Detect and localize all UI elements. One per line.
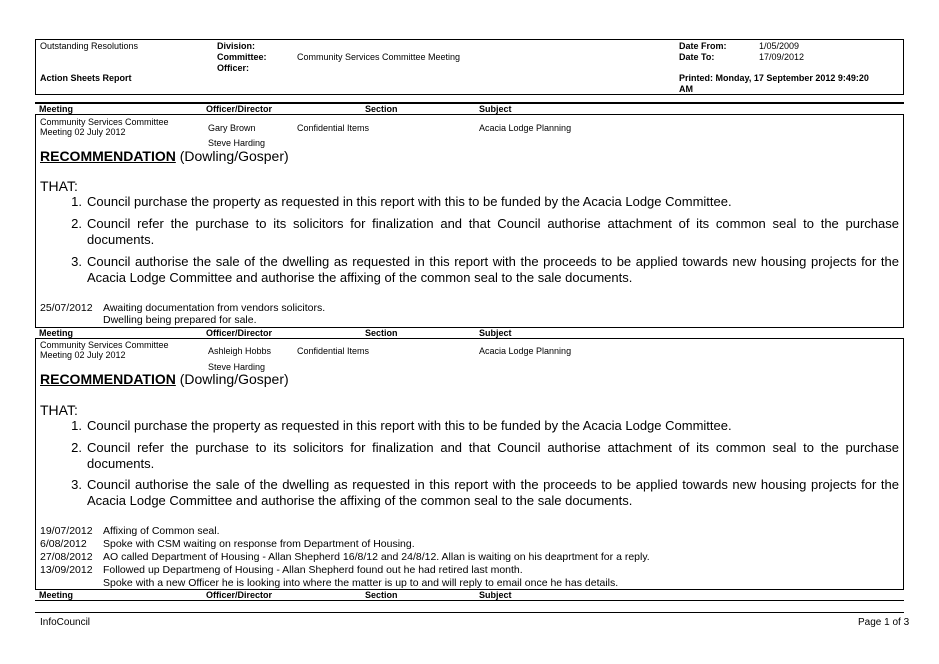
action-note: AO called Department of Housing - Allan Shepherd 16/8/12 and 24/8/12. Allan is waiting on his deaprtment for a reply. bbox=[103, 551, 650, 563]
action-note-date: 6/08/2012 bbox=[40, 538, 87, 550]
printed-label: Printed: bbox=[679, 73, 714, 83]
col-meeting: Meeting bbox=[39, 590, 74, 600]
action-note: Followed up Departmeng of Housing - Allan Shepherd found out he had retired last month. bbox=[103, 564, 523, 576]
item-number: 1. bbox=[71, 418, 82, 433]
record-1-recommendation bbox=[40, 148, 289, 164]
action-note-date: 13/09/2012 bbox=[40, 564, 93, 576]
column-header-row bbox=[35, 103, 904, 115]
committee-value: Community Services Committee Meeting bbox=[297, 52, 461, 62]
col-meeting: Meeting bbox=[39, 104, 74, 114]
col-section: Section bbox=[365, 590, 398, 600]
col-subject: Subject bbox=[479, 104, 512, 114]
printed-line bbox=[679, 73, 869, 84]
col-subject: Subject bbox=[479, 328, 512, 338]
record-2-officer-2: Steve Harding bbox=[208, 362, 266, 372]
action-note-date: 19/07/2012 bbox=[40, 525, 93, 537]
division-label: Division: bbox=[217, 41, 256, 51]
action-note: Dwelling being prepared for sale. bbox=[103, 314, 257, 326]
item-number: 2. bbox=[71, 216, 82, 231]
column-header-row bbox=[35, 589, 904, 601]
action-note: Awaiting documentation from vendors solicitors. bbox=[103, 302, 326, 314]
record-2-meeting-line2: Meeting 02 July 2012 bbox=[40, 350, 126, 360]
recommendation-heading: RECOMMENDATION bbox=[40, 148, 176, 164]
col-section: Section bbox=[365, 328, 398, 338]
record-2-recommendation bbox=[40, 371, 289, 387]
date-to-value: 17/09/2012 bbox=[759, 52, 805, 62]
column-header-row bbox=[35, 327, 904, 339]
item-number: 3. bbox=[71, 477, 82, 492]
footer-divider bbox=[35, 612, 904, 613]
record-2-subject: Acacia Lodge Planning bbox=[479, 346, 572, 356]
action-note-date: 25/07/2012 bbox=[40, 302, 93, 314]
date-from-value: 1/05/2009 bbox=[759, 41, 800, 51]
officer-label: Officer: bbox=[217, 63, 250, 73]
resolution-item: Council refer the purchase to its solicitors for finalization and that Council authorise attachment of its common seal to the purchase documents. bbox=[87, 440, 899, 471]
col-officer: Officer/Director bbox=[206, 328, 273, 338]
footer-product: InfoCouncil bbox=[40, 617, 91, 628]
record-1-section: Confidential Items bbox=[297, 123, 370, 133]
col-section: Section bbox=[365, 104, 398, 114]
col-subject: Subject bbox=[479, 590, 512, 600]
record-1-officer-2: Steve Harding bbox=[208, 138, 266, 148]
resolution-item: Council purchase the property as requested in this report with this to be funded by the Acacia Lodge Committee. bbox=[87, 418, 732, 433]
recommendation-movers: (Dowling/Gosper) bbox=[179, 371, 289, 387]
recommendation-heading: RECOMMENDATION bbox=[40, 371, 176, 387]
item-number: 1. bbox=[71, 194, 82, 209]
action-note-date: 27/08/2012 bbox=[40, 551, 93, 563]
resolution-item: Council authorise the sale of the dwelling as requested in this report with the proceeds to be applied towards new housing projects for the Acacia Lodge Committee and authorise the affixing of the common seal to the sale documents. bbox=[87, 254, 899, 285]
record-1-officer: Gary Brown bbox=[208, 123, 256, 133]
report-name: Outstanding Resolutions bbox=[40, 41, 139, 51]
resolution-item: Council refer the purchase to its solicitors for finalization and that Council authorise attachment of its common seal to the purchase documents. bbox=[87, 216, 899, 247]
item-number: 3. bbox=[71, 254, 82, 269]
record-1-subject: Acacia Lodge Planning bbox=[479, 123, 572, 133]
record-1-that: THAT: bbox=[40, 178, 78, 194]
col-officer: Officer/Director bbox=[206, 590, 273, 600]
col-officer: Officer/Director bbox=[206, 104, 273, 114]
resolution-item: Council purchase the property as requested in this report with this to be funded by the Acacia Lodge Committee. bbox=[87, 194, 732, 209]
printed-value-continued: AM bbox=[679, 84, 693, 94]
action-note: Spoke with a new Officer he is looking into where the matter is up to and will reply to email once he has details. bbox=[103, 577, 619, 589]
date-from-label: Date From: bbox=[679, 41, 727, 51]
record-2-that: THAT: bbox=[40, 402, 78, 418]
recommendation-movers: (Dowling/Gosper) bbox=[179, 148, 289, 164]
record-2-section: Confidential Items bbox=[297, 346, 370, 356]
action-note: Spoke with CSM waiting on response from Department of Housing. bbox=[103, 538, 415, 550]
record-2-officer: Ashleigh Hobbs bbox=[208, 346, 272, 356]
committee-label: Committee: bbox=[217, 52, 267, 62]
record-2-meeting-line1: Community Services Committee bbox=[40, 340, 169, 350]
page-number: Page 1 of 3 bbox=[858, 617, 910, 628]
resolution-item: Council authorise the sale of the dwelling as requested in this report with the proceeds to be applied towards new housing projects for the Acacia Lodge Committee and authorise the affixing of the common seal to the sale documents. bbox=[87, 477, 899, 508]
item-number: 2. bbox=[71, 440, 82, 455]
col-meeting: Meeting bbox=[39, 328, 74, 338]
printed-value: Monday, 17 September 2012 9:49:20 bbox=[715, 73, 869, 83]
date-to-label: Date To: bbox=[679, 52, 715, 62]
report-type: Action Sheets Report bbox=[40, 73, 132, 83]
action-note: Affixing of Common seal. bbox=[103, 525, 220, 537]
record-1-meeting-line2: Meeting 02 July 2012 bbox=[40, 127, 126, 137]
record-1-meeting-line1: Community Services Committee bbox=[40, 117, 169, 127]
